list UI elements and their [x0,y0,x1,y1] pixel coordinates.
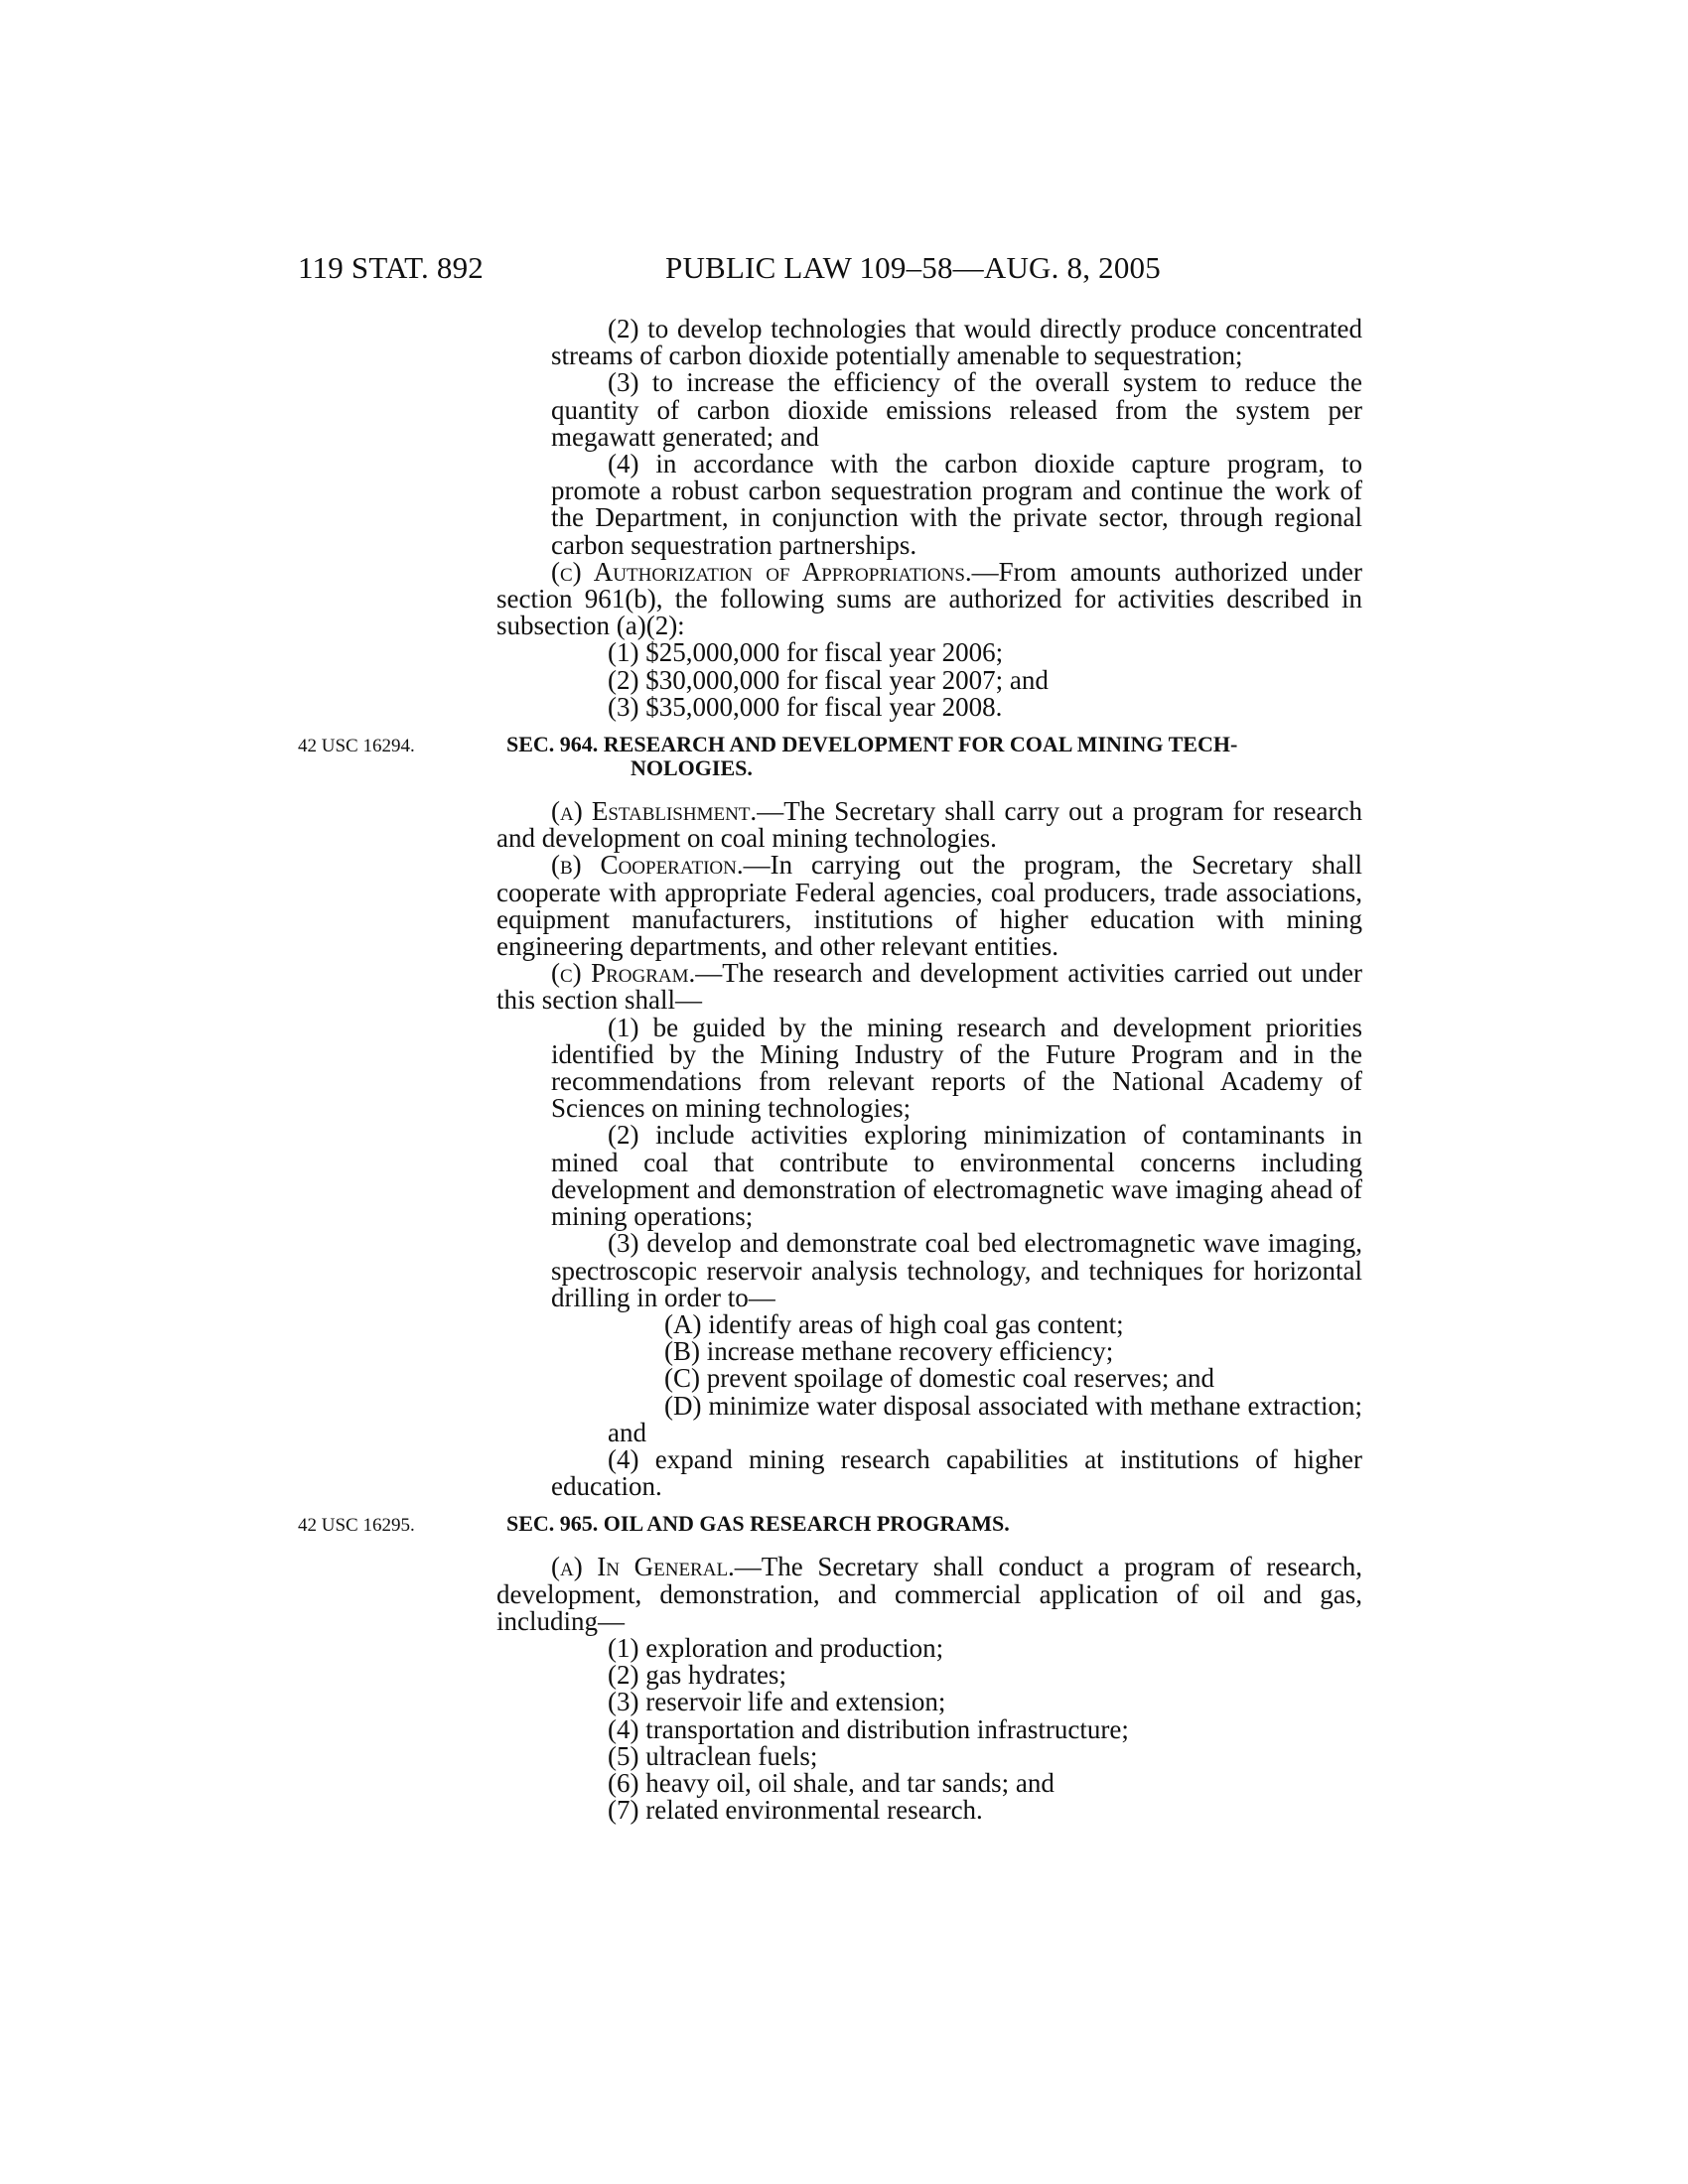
page-stat-citation: 119 STAT. 892 [298,250,484,285]
list-item: (2) include activities exploring minimization of contaminants in mined coal that contribute to environmental concerns including development and demonstration of electromagnetic wave imaging ahead of mining operations; [551,1120,1362,1232]
list-item: (1) $25,000,000 for fiscal year 2006; [608,637,1004,668]
list-item: (4) transportation and distribution infrastructure; [608,1713,1129,1744]
subsection-heading: (a) In General. [551,1552,735,1582]
usc-margin-note: 42 USC 16294. [298,736,415,757]
subsection-heading: (c) Authorization of Appropriations. [551,556,972,587]
sub-list-item: (C) prevent spoilage of domestic coal reserves; and [664,1363,1215,1394]
subsection-text: —From amounts authorized under section 961(b), the following sums are authorized for activities described in subsection (a)(2): [496,556,1362,641]
paragraph: (4) in accordance with the carbon dioxide capture program, to promote a robust carbon sequestration program and continue the work of the Department, in conjunction with the private sector, through regional carbon sequestration partnerships. [551,449,1362,560]
document-body [298,314,1363,1826]
list-item: (3) develop and demonstrate coal bed electromagnetic wave imaging, spectroscopic reservoir analysis technology, and techniques for horizontal drilling in order to— [551,1228,1362,1312]
list-item: (4) expand mining research capabilities at institutions of higher education. [551,1443,1362,1502]
list-item: (3) $35,000,000 for fiscal year 2008. [608,691,1003,722]
subsection-a [496,1554,1362,1635]
sub-list-item: (B) increase methane recovery efficiency; [664,1336,1114,1367]
section-title: SEC. 965. OIL AND GAS RESEARCH PROGRAMS. [506,1511,1010,1537]
subsection-b [496,852,1362,960]
section-title-continued: NOLOGIES. [631,755,753,781]
subsection-text: —The Secretary shall conduct a program of research, development, demonstration, and commercial application of oil and gas, including— [496,1552,1362,1636]
list-item: (5) ultraclean fuels; [608,1740,818,1771]
subsection-heading: (c) Program. [551,958,696,989]
subsection-text: —The Secretary shall carry out a program for research and development on coal mining technologies. [496,796,1363,854]
section-965-heading [298,1511,1362,1537]
subsection-text: —In carrying out the program, the Secretary shall cooperate with appropriate Federal agencies, coal producers, trade associations, equipment manufacturers, institutions of higher education with mining engineering departments, and other relevant entities. [496,850,1363,962]
running-header: PUBLIC LAW 109–58—AUG. 8, 2005 [665,250,1161,285]
sub-list-item: (A) identify areas of high coal gas content; [664,1308,1124,1339]
paragraph: (2) to develop technologies that would directly produce concentrated streams of carbon dioxide potentially amenable to sequestration; [551,314,1362,371]
list-item: (1) be guided by the mining research and development priorities identified by the Mining Industry of the Future Program and in the recommendations from relevant reports of the National Academy of Sciences on mining technologies; [551,1012,1362,1124]
list-item: (6) heavy oil, oil shale, and tar sands; and [608,1767,1055,1798]
list-item: (2) gas hydrates; [608,1660,786,1691]
section-964-heading [298,732,1362,781]
section-title: SEC. 964. RESEARCH AND DEVELOPMENT FOR COAL MINING TECH- [506,732,1238,757]
list-item: (7) related environmental research. [608,1795,983,1826]
subsection-heading: (a) Establishment. [551,796,758,827]
list-item: (2) $30,000,000 for fiscal year 2007; and [608,664,1049,695]
subsection-heading: (b) Cooperation. [551,850,744,881]
subsection-text: —The research and development activities carried out under this section shall— [496,958,1362,1016]
sub-list-item: (D) minimize water disposal associated with methane extraction; and [608,1390,1362,1447]
usc-margin-note: 42 USC 16295. [298,1515,415,1537]
subsection-a [496,798,1362,852]
subsection-c [496,960,1362,1014]
list-item: (3) reservoir life and extension; [608,1687,946,1717]
list-item: (1) exploration and production; [608,1632,944,1663]
paragraph: (3) to increase the efficiency of the overall system to reduce the quantity of carbon dioxide emissions released from the system per megawatt generated; and [551,367,1362,452]
subsection-c [496,556,1362,641]
